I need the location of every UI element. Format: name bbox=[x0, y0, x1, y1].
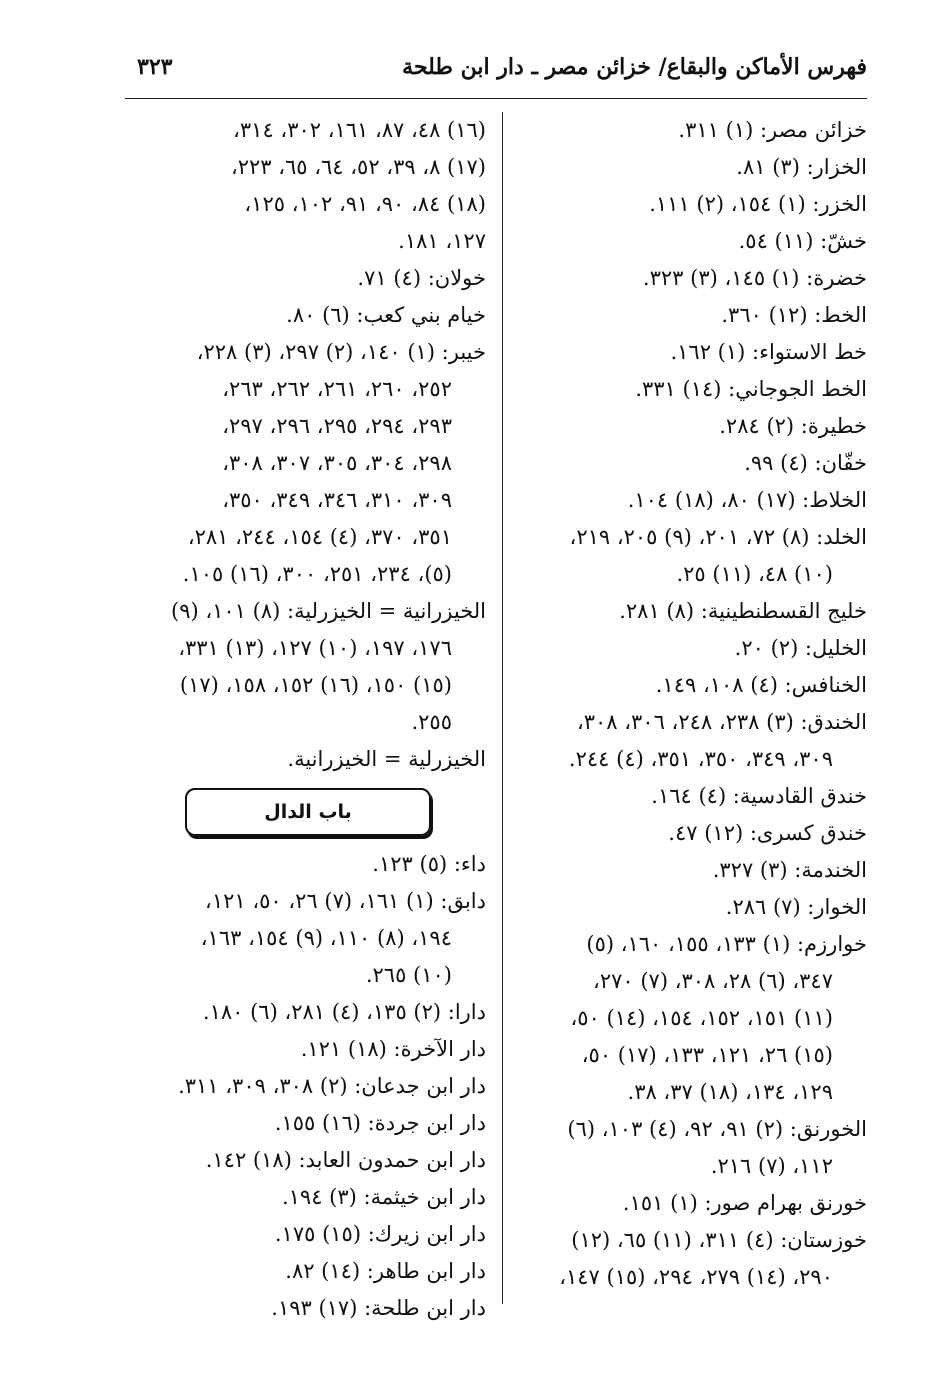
index-entry-continuation: (١٠) ٢٦٥. bbox=[365, 963, 452, 987]
index-entry bbox=[130, 297, 486, 334]
index-entry-continuation: (٥)، ٢٣٤، ٢٥١، ٣٠٠، (١٦) ١٠٥. bbox=[182, 562, 452, 586]
index-entry-continuation: ٣٠٩، ٣١٠، ٣٤٦، ٣٤٩، ٣٥٠، bbox=[222, 488, 452, 512]
index-entry bbox=[130, 883, 486, 994]
index-entry bbox=[130, 260, 486, 297]
index-entry bbox=[515, 667, 867, 704]
index-entry-line: دار ابن جردة: (١٦) ١٥٥. bbox=[274, 1111, 486, 1135]
index-entry-continuation: (١٥) ١٥٠، (١٦) ١٥٢، ١٥٨، (١٧) bbox=[179, 673, 452, 697]
index-entry-line: دار ابن حمدون العابد: (١٨) ١٤٢. bbox=[205, 1148, 486, 1172]
index-entry-line: الخيزرلية = الخيزرانية. bbox=[287, 747, 486, 771]
index-entry-line: خضرة: (١) ١٤٥، (٣) ٣٢٣. bbox=[642, 266, 867, 290]
index-entry-continuation: (١٥) ٢٦، ١٢١، ١٣٣، (١٧) ٥٠، bbox=[581, 1043, 833, 1067]
index-entry-line: دابق: (١) ١٦١، (٧) ٢٦، ٥٠، ١٢١، bbox=[205, 889, 486, 913]
index-entry-continuation: (١١) ١٥١، ١٥٢، ١٥٤، (١٤) ٥٠، bbox=[570, 1006, 833, 1030]
index-entry-continuation: ١٢٩، ١٣٤، (١٨) ٣٧، ٣٨. bbox=[627, 1080, 833, 1104]
index-entry-continuation: ٢٥٥. bbox=[411, 710, 452, 734]
index-entry-line: خزائن مصر: (١) ٣١١. bbox=[678, 118, 867, 142]
index-entry-line: الخزار: (٣) ٨١. bbox=[736, 155, 867, 179]
index-entry-continuation: ٣٠٩، ٣٤٩، ٣٥٠، ٣٥١، (٤) ٢٤٤. bbox=[568, 747, 833, 771]
running-title: فهرس الأماكن والبقاع/ خزائن مصر ـ دار ابن طلحة bbox=[402, 54, 867, 80]
index-entry-line: دار ابن زيرك: (١٥) ١٧٥. bbox=[274, 1222, 486, 1246]
index-entry bbox=[130, 1290, 486, 1327]
index-entry-line: داء: (٥) ١٢٣. bbox=[372, 852, 486, 876]
index-entry-line: الخليل: (٢) ٢٠. bbox=[734, 636, 867, 660]
index-entry-line: الخندمة: (٣) ٣٢٧. bbox=[712, 858, 867, 882]
index-entry-line: خفّان: (٤) ٩٩. bbox=[744, 451, 867, 475]
index-entry-continuation: ١٢٧، ١٨١. bbox=[398, 229, 486, 253]
index-entry-line: الخط الجوجاني: (١٤) ٣٣١. bbox=[635, 377, 867, 401]
index-entry bbox=[130, 1068, 486, 1105]
index-entry bbox=[130, 1216, 486, 1253]
index-entry-line: دارا: (٢) ١٣٥، (٤) ٢٨١، (٦) ١٨٠. bbox=[202, 1000, 486, 1024]
index-entry-line: خوزستان: (٤) ٣١١، (١١) ٦٥، (١٢) bbox=[571, 1228, 867, 1252]
index-entry bbox=[130, 334, 486, 593]
index-entry bbox=[515, 852, 867, 889]
index-entry bbox=[515, 408, 867, 445]
index-entry-line: (١٦) ٤٨، ٨٧، ١٦١، ٣٠٢، ٣١٤، bbox=[233, 118, 486, 142]
index-entry bbox=[515, 334, 867, 371]
index-entry-line: خط الاستواء: (١) ١٦٢. bbox=[670, 340, 867, 364]
index-entry-line: الخلد: (٨) ٧٢، ٢٠١، (٩) ٢٠٥، ٢١٩، bbox=[569, 525, 867, 549]
index-entry-continuation: ٣٥١، ٣٧٠، (٤) ١٥٤، ٢٤٤، ٢٨١، bbox=[187, 525, 452, 549]
index-entry-line: خندق كسرى: (١٢) ٤٧. bbox=[668, 821, 867, 845]
page-number: ٣٢٣ bbox=[137, 54, 173, 80]
index-column-left bbox=[130, 112, 486, 1327]
index-entry-line: دار ابن خيثمة: (٣) ١٩٤. bbox=[281, 1185, 486, 1209]
index-entry bbox=[515, 1111, 867, 1185]
index-entry-line: الخيزرانية = الخيزرلية: (٨) ١٠١، (٩) bbox=[170, 599, 486, 623]
index-entry-continuation: ١٩٤، (٨) ١١٠، (٩) ١٥٤، ١٦٣، bbox=[200, 926, 452, 950]
index-entry bbox=[130, 846, 486, 883]
index-entry-continuation: ٢٥٢، ٢٦٠، ٢٦١، ٢٦٢، ٢٦٣، bbox=[222, 377, 452, 401]
index-entry-line: الخط: (١٢) ٣٦٠. bbox=[721, 303, 867, 327]
index-entry bbox=[515, 112, 867, 149]
index-entry-line: خيام بني كعب: (٦) ٨٠. bbox=[286, 303, 486, 327]
index-entry bbox=[515, 593, 867, 630]
index-entry bbox=[515, 260, 867, 297]
index-entry-line: دار ابن جدعان: (٢) ٣٠٨، ٣٠٩، ٣١١. bbox=[178, 1074, 486, 1098]
index-entry-line: دار الآخرة: (١٨) ١٢١. bbox=[300, 1037, 486, 1061]
column-divider bbox=[502, 112, 503, 1304]
index-entry bbox=[130, 593, 486, 741]
index-entry-line: خليج القسطنطينية: (٨) ٢٨١. bbox=[619, 599, 867, 623]
index-entry-continuation: ٢٩٠، (١٤) ٢٧٩، ٢٩٤، (١٥) ١٤٧، bbox=[559, 1265, 833, 1289]
index-entry bbox=[515, 149, 867, 186]
index-entry-line: الخزر: (١) ١٥٤، (٢) ١١١. bbox=[649, 192, 867, 216]
index-column-left-bottom bbox=[130, 846, 486, 1327]
index-entry-line: الخورنق: (٢) ٩١، ٩٢، (٤) ١٠٣، (٦) bbox=[567, 1117, 867, 1141]
index-entry-continuation: ١١٢، (٧) ٢١٦. bbox=[710, 1154, 833, 1178]
index-entry-continuation: (١٨) ٨٤، ٩٠، ٩١، ١٠٢، ١٢٥، bbox=[244, 192, 486, 216]
index-entry-continuation: ١٧٦، ١٩٧، (١٠) ١٢٧، (١٣) ٣٣١، bbox=[178, 636, 452, 660]
index-entry bbox=[130, 1031, 486, 1068]
index-entry bbox=[130, 1105, 486, 1142]
page-header bbox=[125, 52, 867, 99]
index-entry-line: خولان: (٤) ٧١. bbox=[357, 266, 486, 290]
index-entry-continuation: (١٧) ٨، ٣٩، ٥٢، ٦٤، ٦٥، ٢٢٣، bbox=[230, 155, 486, 179]
index-entry-line: دار ابن طاهر: (١٤) ٨٢. bbox=[285, 1259, 486, 1283]
index-entry bbox=[515, 445, 867, 482]
index-entry-continuation: (١٠) ٤٨، (١١) ٢٥. bbox=[676, 562, 833, 586]
index-entry bbox=[130, 741, 486, 778]
index-entry bbox=[515, 1185, 867, 1222]
index-entry bbox=[130, 1179, 486, 1216]
index-entry-line: خيبر: (١) ١٤٠، (٢) ٢٩٧، (٣) ٢٢٨، bbox=[196, 340, 486, 364]
index-entry-line: الخندق: (٣) ٢٣٨، ٢٤٨، ٣٠٦، ٣٠٨، bbox=[576, 710, 867, 734]
index-entry bbox=[515, 1222, 867, 1296]
index-entry-continuation: ٢٩٣، ٢٩٤، ٢٩٥، ٢٩٦، ٢٩٧، bbox=[222, 414, 452, 438]
index-entry-line: خطيرة: (٢) ٢٨٤. bbox=[719, 414, 867, 438]
index-entry bbox=[515, 889, 867, 926]
index-entry-line: دار ابن طلحة: (١٧) ١٩٣. bbox=[271, 1296, 486, 1320]
index-entry bbox=[515, 704, 867, 778]
index-entry bbox=[515, 519, 867, 593]
index-entry-line: خورنق بهرام صور: (١) ١٥١. bbox=[622, 1191, 867, 1215]
section-heading-text: باب الدال bbox=[264, 800, 352, 823]
index-entry-continuation: ٣٤٧، (٦) ٢٨، ٣٠٨، (٧) ٢٧٠، bbox=[593, 969, 833, 993]
index-entry bbox=[515, 186, 867, 223]
index-entry bbox=[515, 926, 867, 1111]
index-entry-line: خوارزم: (١) ١٣٣، ١٥٥، ١٦٠، (٥) bbox=[586, 932, 867, 956]
index-entry bbox=[130, 112, 486, 260]
index-entry-line: الخوار: (٧) ٢٨٦. bbox=[725, 895, 867, 919]
index-entry bbox=[130, 994, 486, 1031]
index-entry-line: خشّ: (١١) ٥٤. bbox=[738, 229, 867, 253]
index-entry bbox=[515, 815, 867, 852]
index-entry bbox=[515, 371, 867, 408]
index-entry bbox=[515, 223, 867, 260]
index-entry bbox=[515, 630, 867, 667]
index-entry bbox=[130, 1253, 486, 1290]
index-entry-line: الخلاط: (١٧) ٨٠، (١٨) ١٠٤. bbox=[627, 488, 867, 512]
index-entry bbox=[130, 1142, 486, 1179]
index-entry-line: الخنافس: (٤) ١٠٨، ١٤٩. bbox=[655, 673, 867, 697]
index-entry-line: خندق القادسية: (٤) ١٦٤. bbox=[651, 784, 867, 808]
index-entry bbox=[515, 297, 867, 334]
index-entry bbox=[515, 778, 867, 815]
index-column-left-top bbox=[130, 112, 486, 778]
section-heading-dal bbox=[185, 788, 431, 836]
index-column-right bbox=[515, 112, 867, 1296]
index-entry-continuation: ٢٩٨، ٣٠٤، ٣٠٥، ٣٠٧، ٣٠٨، bbox=[222, 451, 452, 475]
index-entry bbox=[515, 482, 867, 519]
